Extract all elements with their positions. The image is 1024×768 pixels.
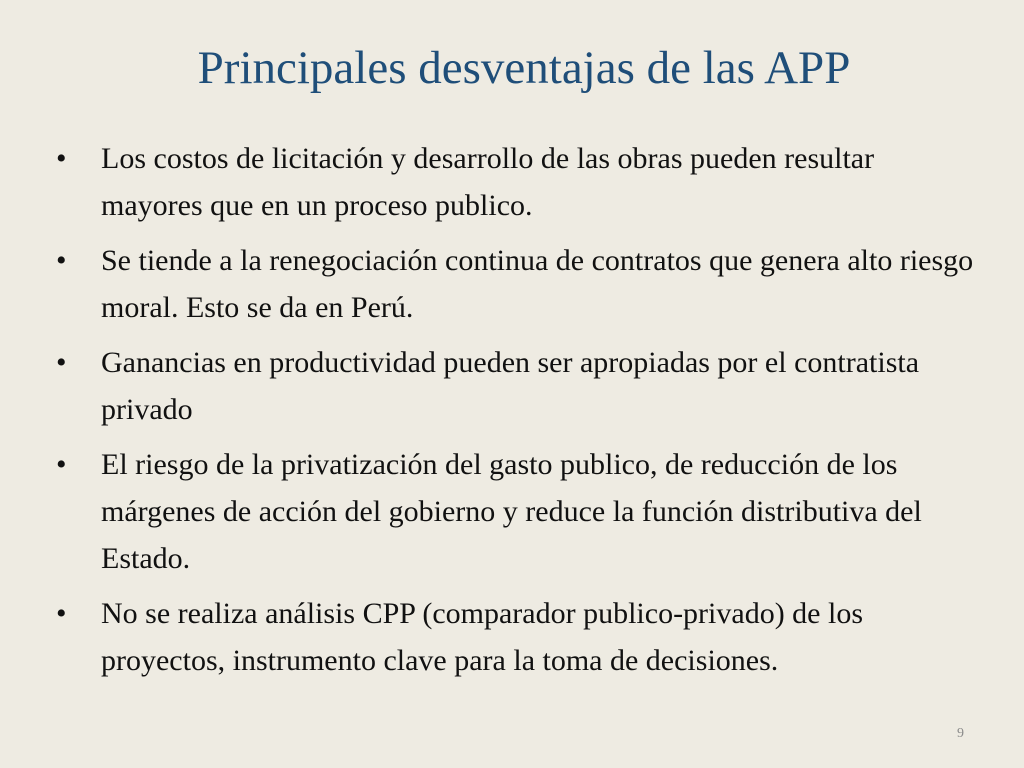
bullet-item bbox=[56, 590, 976, 684]
bullet-item bbox=[56, 339, 976, 433]
bullet-dot-icon: • bbox=[56, 244, 67, 277]
bullet-item bbox=[56, 135, 976, 229]
bullet-dot-icon: • bbox=[56, 597, 67, 630]
bullet-dot-icon: • bbox=[56, 142, 67, 175]
bullet-item bbox=[56, 237, 976, 331]
bullet-list bbox=[56, 135, 976, 692]
bullet-dot-icon: • bbox=[56, 448, 67, 481]
bullet-item bbox=[56, 441, 976, 582]
bullet-text: No se realiza análisis CPP (comparador publico-privado) de los proyectos, instrumento clave para la toma de decisiones. bbox=[101, 597, 864, 677]
bullet-text: Se tiende a la renegociación continua de contratos que genera alto riesgo moral. Esto se da en Perú. bbox=[101, 244, 974, 324]
bullet-text: El riesgo de la privatización del gasto publico, de reducción de los márgenes de acción del gobierno y reduce la función distributiva del Estado. bbox=[101, 448, 922, 575]
bullet-text: Ganancias en productividad pueden ser apropiadas por el contratista privado bbox=[101, 346, 920, 426]
page-number: 9 bbox=[957, 726, 964, 741]
bullet-text: Los costos de licitación y desarrollo de las obras pueden resultar mayores que en un proceso publico. bbox=[101, 142, 875, 222]
slide-title: Principales desventajas de las APP bbox=[197, 42, 851, 94]
bullet-dot-icon: • bbox=[56, 346, 67, 379]
